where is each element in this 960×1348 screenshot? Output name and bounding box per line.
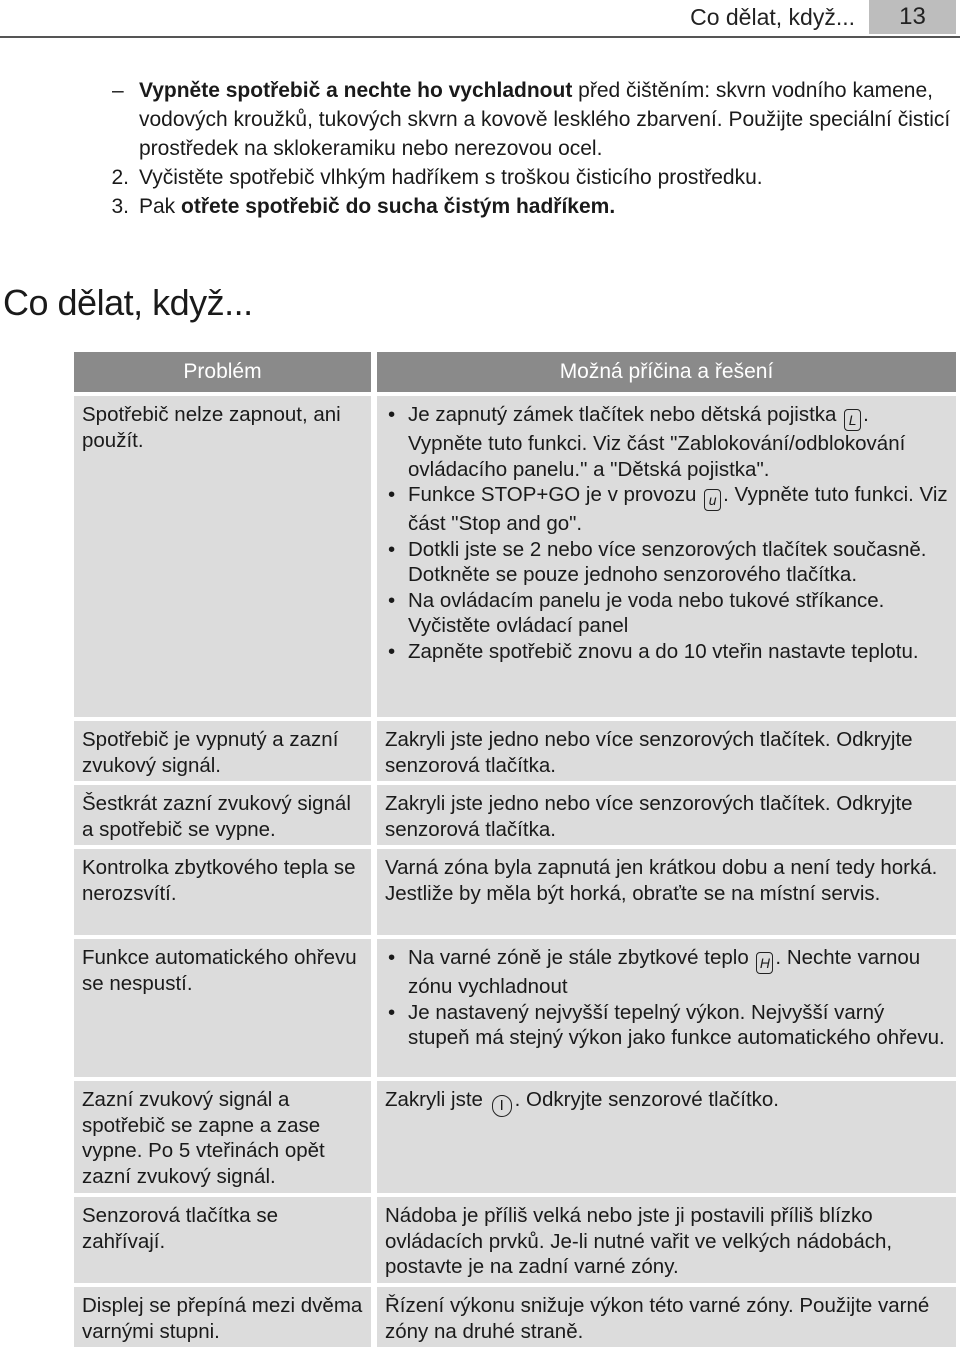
- column-header-problem: Problém: [74, 352, 371, 392]
- solution-text: . Vypněte tuto funkci. Viz část "Zablokování/odblokování ovládacího panelu." a "Dětská pojistka".: [408, 403, 906, 481]
- lock-icon: L: [844, 409, 861, 431]
- table-row: [74, 1197, 956, 1283]
- dash-marker: –: [112, 79, 124, 102]
- intro-dash-item: [112, 76, 960, 163]
- list-item: [385, 945, 948, 1000]
- intro-step-3: [112, 192, 960, 221]
- residual-heat-icon: H: [756, 952, 773, 974]
- table-row: [74, 396, 956, 717]
- table-row: [74, 1287, 956, 1347]
- intro-dash-text: před čištěním: skvrn vodního kamene, vodových kroužků, tukových skvrn a kovově lesklého zbarvení. Použijte speciální čisticí prostředek na sklokeramiku nebo nerezovou ocel.: [139, 79, 951, 160]
- problem-cell: Displej se přepíná mezi dvěma varnými stupni.: [74, 1287, 371, 1347]
- solution-text: Je zapnutý zámek tlačítek nebo dětská pojistka: [408, 403, 843, 426]
- problem-cell: Zazní zvukový signál a spotřebič se zapne a zase vypne. Po 5 vteřinách opět zazní zvukový signál.: [74, 1081, 371, 1193]
- step-number: 2.: [111, 166, 129, 189]
- step-text-bold: otřete spotřebič do sucha čistým hadříkem.: [181, 195, 616, 218]
- solution-text: Zakryli jste: [385, 1088, 489, 1111]
- solution-cell: [377, 939, 956, 1077]
- solution-cell: Řízení výkonu snižuje výkon této varné zóny. Použijte varné zóny na druhé straně.: [377, 1287, 956, 1347]
- problem-cell: Spotřebič je vypnutý a zazní zvukový signál.: [74, 721, 371, 781]
- header-title: Co dělat, když...: [690, 4, 855, 30]
- page-header: [0, 0, 960, 38]
- list-item: • Zapněte spotřebič znovu a do 10 vteřin nastavte teplotu.: [385, 639, 948, 665]
- step-text: Vyčistěte spotřebič vlhkým hadříkem s troškou čisticího prostředku.: [139, 166, 763, 189]
- solution-list: [385, 402, 948, 664]
- solution-cell: Zakryli jste jedno nebo více senzorových tlačítek. Odkryjte senzorová tlačítka.: [377, 721, 956, 781]
- intro-dash-bold: Vypněte spotřebič a nechte ho vychladnout: [139, 79, 573, 102]
- step-text: Pak: [139, 195, 182, 218]
- list-item: • Je nastavený nejvyšší tepelný výkon. Nejvyšší varný stupeň má stejný výkon jako funkce automatického ohřevu.: [385, 1000, 948, 1051]
- page-number: 13: [869, 0, 956, 34]
- list-item: [385, 482, 948, 537]
- solution-list: [385, 945, 948, 1051]
- section-title: Co dělat, když...: [3, 282, 253, 323]
- list-item: • Dotkli jste se 2 nebo více senzorových tlačítek současně. Dotkněte se pouze jednoho senzorového tlačítka.: [385, 537, 948, 588]
- solution-text: . Vypněte tuto funkci. Viz část "Stop and go".: [408, 483, 948, 535]
- table-row: [74, 849, 956, 935]
- solution-text: . Odkryjte senzorové tlačítko.: [514, 1088, 779, 1111]
- problem-cell: Spotřebič nelze zapnout, ani použít.: [74, 396, 371, 717]
- solution-text: Funkce STOP+GO je v provozu: [408, 483, 703, 506]
- table-row: [74, 785, 956, 845]
- power-icon: I: [492, 1095, 512, 1117]
- table-row: [74, 939, 956, 1077]
- problem-cell: Šestkrát zazní zvukový signál a spotřebič se vypne.: [74, 785, 371, 845]
- table-row: [74, 721, 956, 781]
- problem-cell: Senzorová tlačítka se zahřívají.: [74, 1197, 371, 1283]
- table-row: [74, 1081, 956, 1193]
- solution-text: Na varné zóně je stále zbytkové teplo: [408, 946, 755, 969]
- solution-text: . Nechte varnou zónu vychladnout: [408, 946, 921, 998]
- table-header: [74, 352, 956, 392]
- header-rule: [0, 36, 960, 38]
- list-item: [385, 402, 948, 482]
- troubleshooting-table: [74, 352, 956, 1347]
- problem-cell: Kontrolka zbytkového tepla se nerozsvítí.: [74, 849, 371, 935]
- intro-text: [112, 76, 960, 221]
- column-header-solution: Možná příčina a řešení: [377, 352, 956, 392]
- solution-cell: [377, 396, 956, 717]
- intro-step-2: [112, 163, 960, 192]
- solution-cell: [377, 1081, 956, 1193]
- problem-cell: Funkce automatického ohřevu se nespustí.: [74, 939, 371, 1077]
- solution-cell: Zakryli jste jedno nebo více senzorových tlačítek. Odkryjte senzorová tlačítka.: [377, 785, 956, 845]
- step-number: 3.: [111, 195, 129, 218]
- solution-cell: Varná zóna byla zapnutá jen krátkou dobu a není tedy horká. Jestliže by měla být horká, obraťte se na místní servis.: [377, 849, 956, 935]
- list-item: • Na ovládacím panelu je voda nebo tukové stříkance. Vyčistěte ovládací panel: [385, 588, 948, 639]
- solution-cell: Nádoba je příliš velká nebo jste ji postavili příliš blízko ovládacích prvků. Je-li nutné vařit ve velkých nádobách, postavte je na zadní varné zóny.: [377, 1197, 956, 1283]
- stop-go-icon: u: [704, 489, 721, 511]
